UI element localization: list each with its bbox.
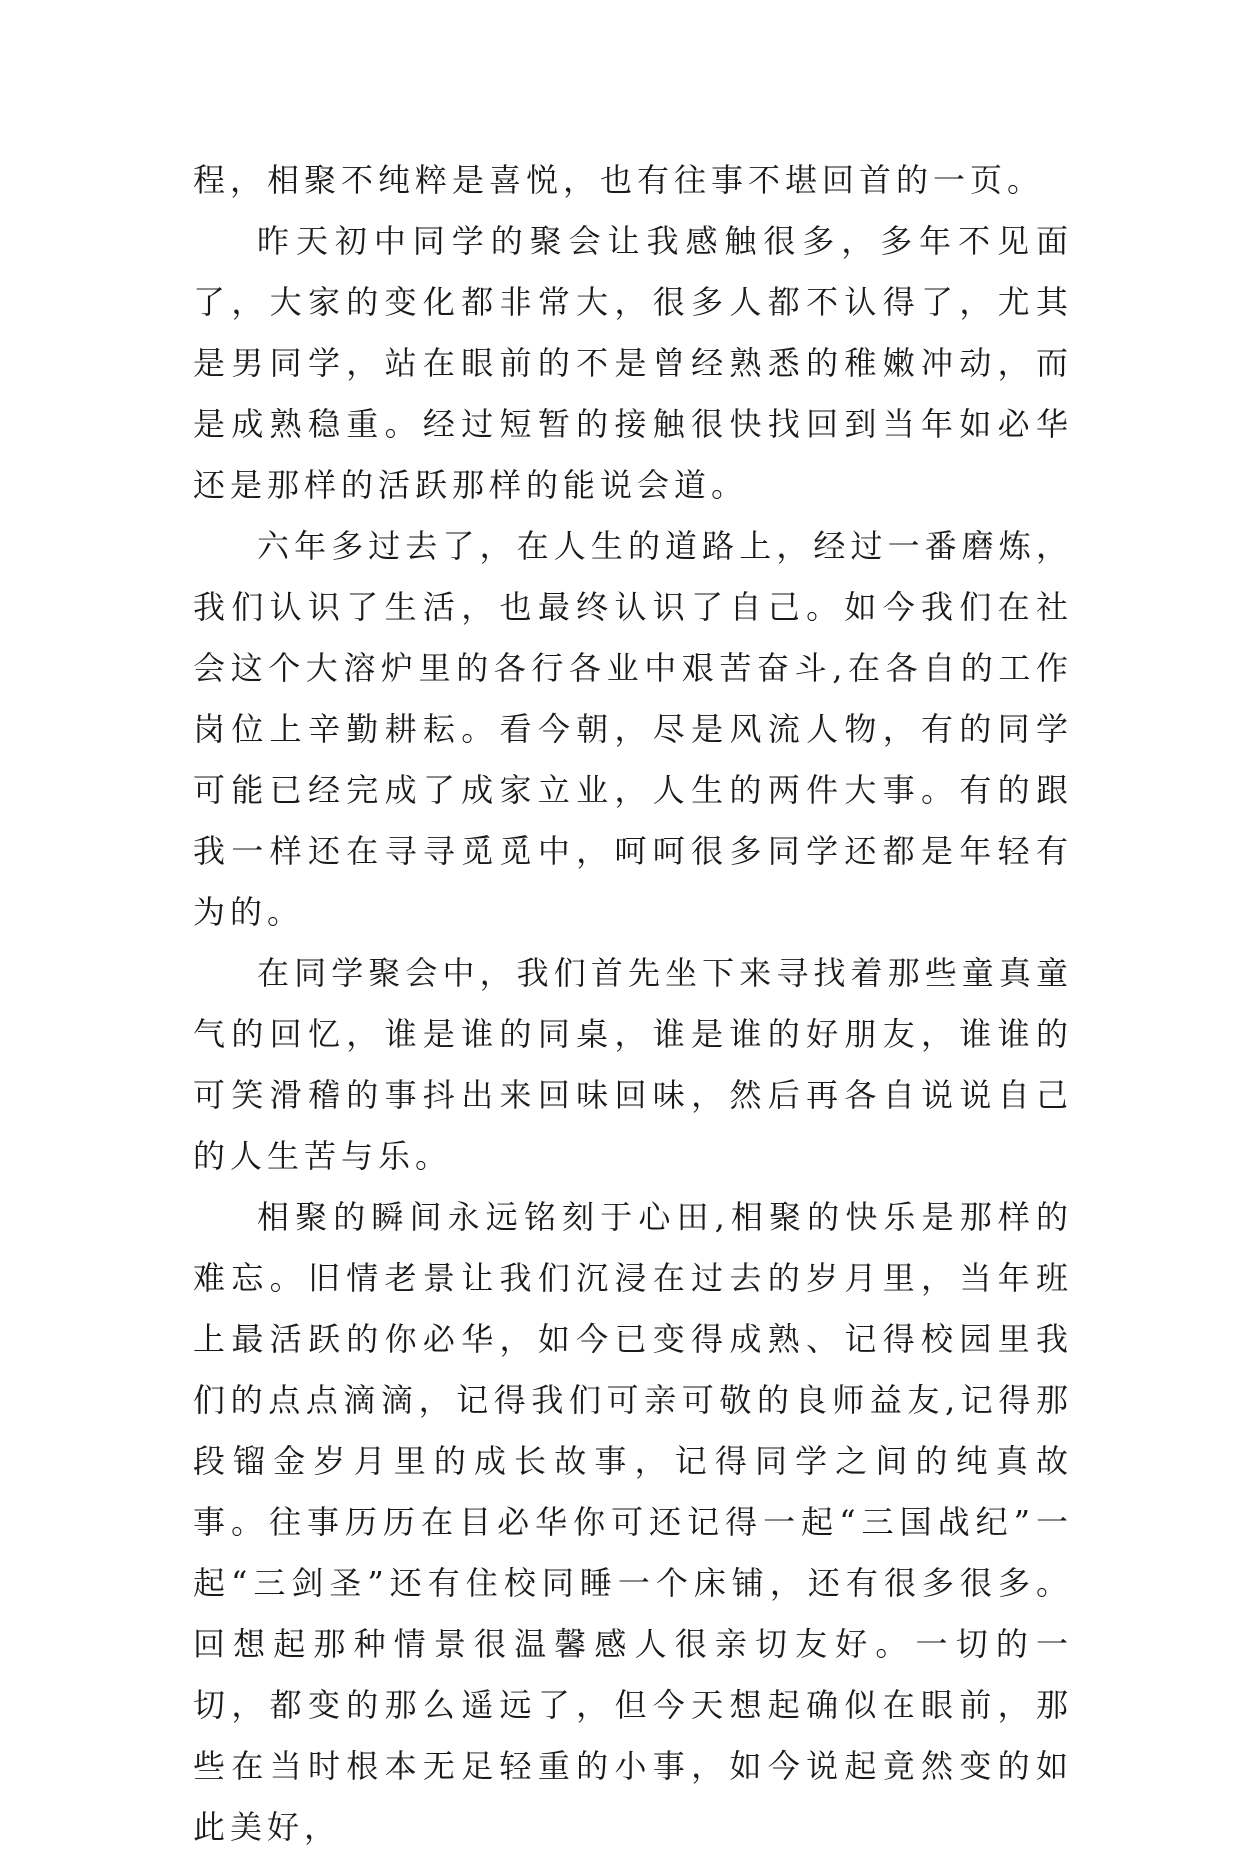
document-body bbox=[193, 150, 1073, 1858]
paragraph-childhood-memories: 在同学聚会中，我们首先坐下来寻找着那些童真童气的回忆，谁是谁的同桌，谁是谁的好朋友，谁谁的可笑滑稽的事抖出来回味回味，然后再各自说说自己的人生苦与乐。 bbox=[193, 954, 1073, 1175]
paragraph-reunion-impressions: 昨天初中同学的聚会让我感触很多，多年不见面了，大家的变化都非常大，很多人都不认得了，尤其是男同学，站在眼前的不是曾经熟悉的稚嫩冲动，而是成熟稳重。经过短暂的接触很快找回到当年如必华还是那样的活跃那样的能说会道。 bbox=[193, 222, 1073, 504]
paragraph-six-years: 六年多过去了，在人生的道路上，经过一番磨炼，我们认识了生活，也最终认识了自己。如今我们在社会这个大溶炉里的各行各业中艰苦奋斗,在各自的工作岗位上辛勤耕耘。看今朝，尽是风流人物，有的同学可能已经完成了成家立业，人生的两件大事。有的跟我一样还在寻寻觅觅中，呵呵很多同学还都是年轻有为的。 bbox=[193, 527, 1073, 931]
paragraph-unforgettable-moments: 相聚的瞬间永远铭刻于心田,相聚的快乐是那样的难忘。旧情老景让我们沉浸在过去的岁月里，当年班上最活跃的你必华，如今已变得成熟、记得校园里我们的点点滴滴，记得我们可亲可敬的良师益友,记得那段镏金岁月里的成长故事，记得同学之间的纯真故事。往事历历在目必华你可还记得一起“三国战纪”一起“三剑圣”还有住校同睡一个床铺，还有很多很多。回想起那种情景很温馨感人很亲切友好。一切的一切，都变的那么遥远了，但今天想起确似在眼前，那些在当时根本无足轻重的小事，如今说起竟然变的如此美好， bbox=[193, 1198, 1073, 1846]
paragraph-continuation: 程，相聚不纯粹是喜悦，也有往事不堪回首的一页。 bbox=[193, 161, 1045, 199]
